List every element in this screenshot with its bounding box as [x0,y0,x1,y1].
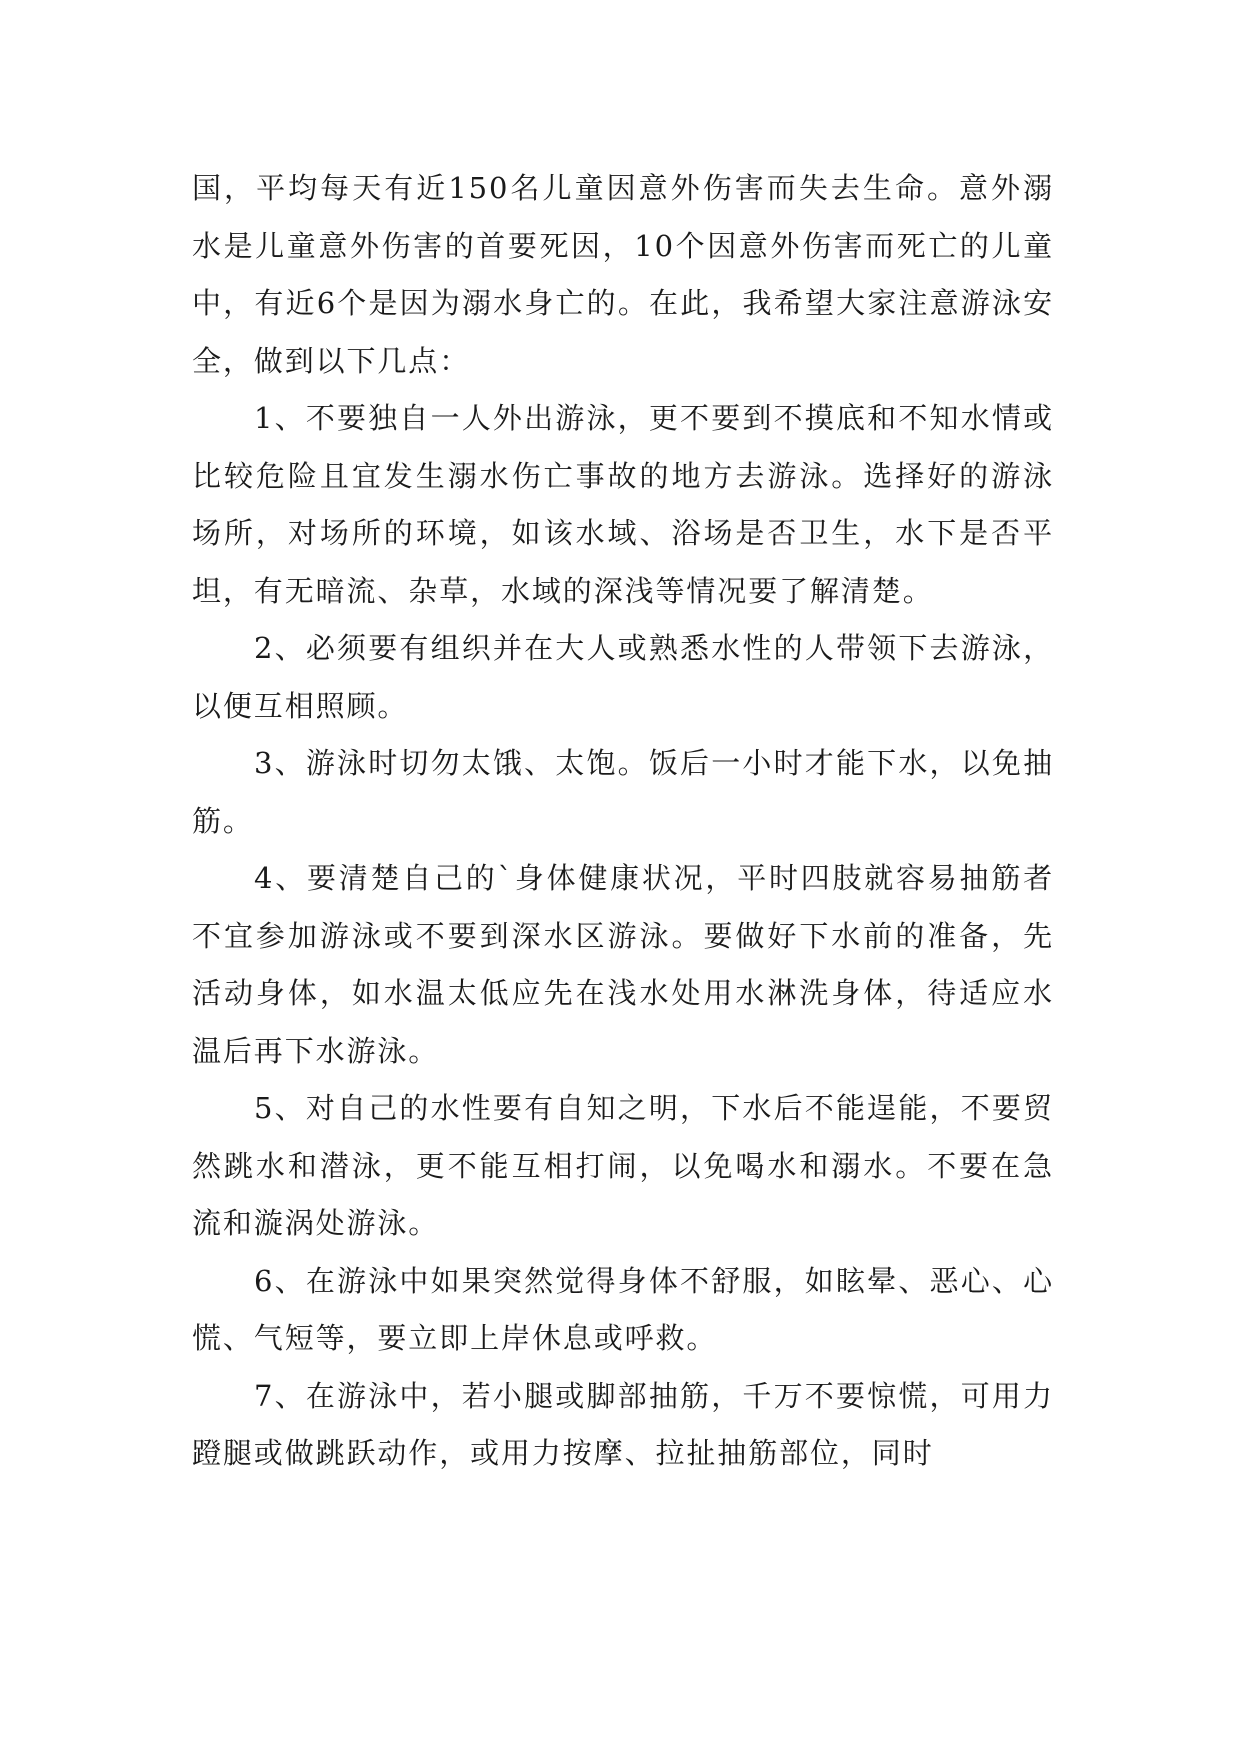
paragraph-item-2: 2、必须要有组织并在大人或熟悉水性的人带领下去游泳，以便互相照顾。 [192,631,1054,723]
paragraph-item-3: 3、游泳时切勿太饿、太饱。饭后一小时才能下水，以免抽筋。 [192,746,1054,838]
paragraph-item-7: 7、在游泳中，若小腿或脚部抽筋，千万不要惊慌，可用力蹬腿或做跳跃动作，或用力按摩、拉扯抽筋部位，同时 [192,1378,1054,1470]
paragraph-item-4: 4、要清楚自己的`身体健康状况，平时四肢就容易抽筋者不宜参加游泳或不要到深水区游泳。要做好下水前的准备，先活动身体，如水温太低应先在浅水处用水淋洗身体，待适应水温后再下水游泳。 [192,861,1054,1068]
document-body [192,160,1054,1483]
paragraph-item-5: 5、对自己的水性要有自知之明，下水后不能逞能，不要贸然跳水和潜泳，更不能互相打闹，以免喝水和溺水。不要在急流和漩涡处游泳。 [192,1091,1054,1240]
paragraph-intro: 国，平均每天有近150名儿童因意外伤害而失去生命。意外溺水是儿童意外伤害的首要死因，10个因意外伤害而死亡的儿童中，有近6个是因为溺水身亡的。在此，我希望大家注意游泳安全，做到以下几点： [192,171,1054,378]
paragraph-item-6: 6、在游泳中如果突然觉得身体不舒服，如眩晕、恶心、心慌、气短等，要立即上岸休息或呼救。 [192,1263,1054,1355]
paragraph-item-1: 1、不要独自一人外出游泳，更不要到不摸底和不知水情或比较危险且宜发生溺水伤亡事故的地方去游泳。选择好的游泳场所，对场所的环境，如该水域、浴场是否卫生，水下是否平坦，有无暗流、杂草，水域的深浅等情况要了解清楚。 [192,401,1054,608]
